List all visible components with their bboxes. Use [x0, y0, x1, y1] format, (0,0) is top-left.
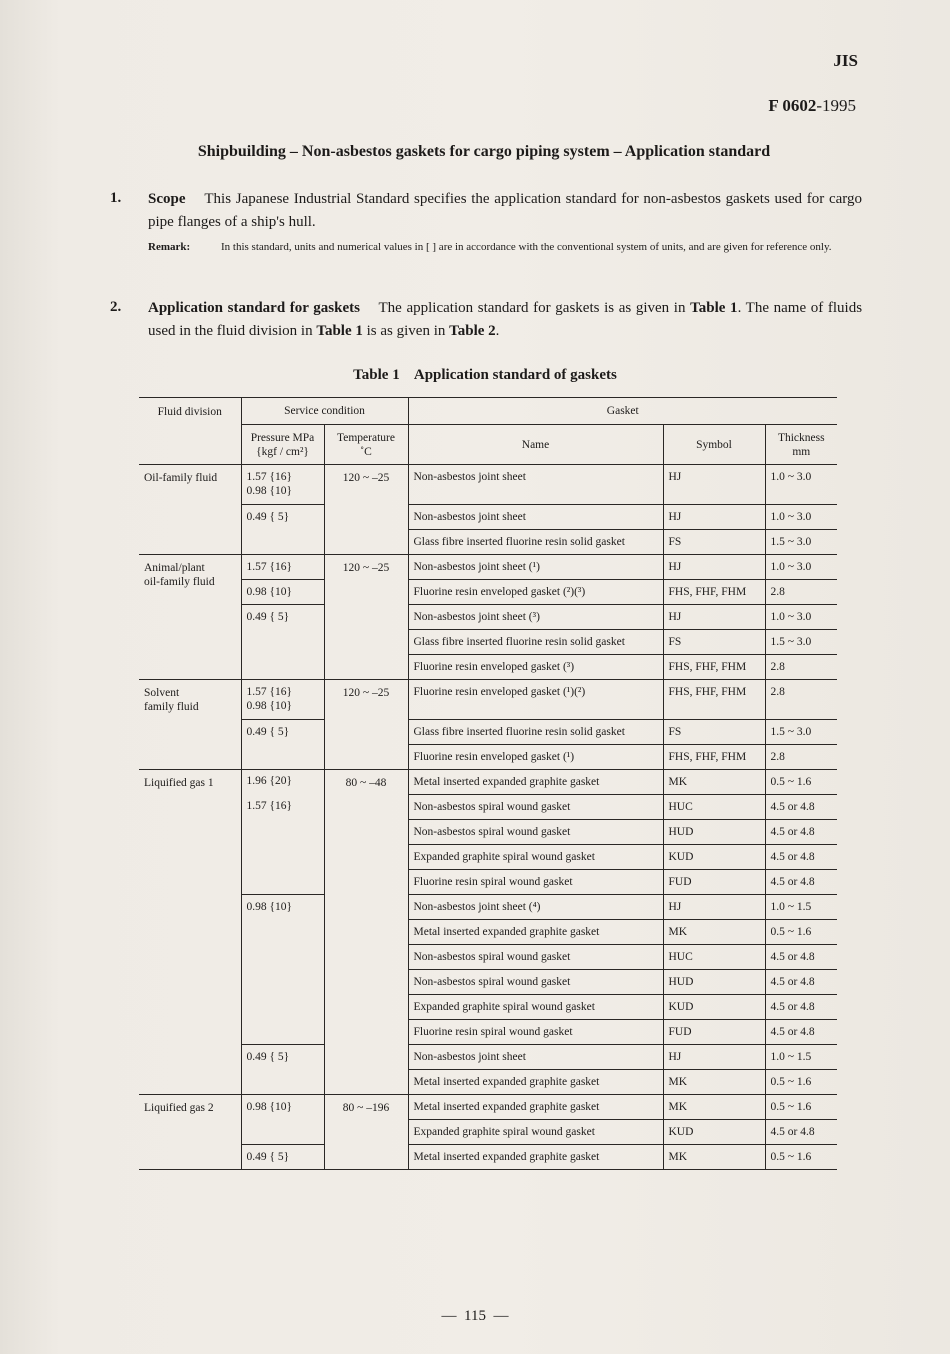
fluid-animal-plant-oil: Animal/plant oil-family fluid: [139, 555, 241, 680]
gasket-name: Non-asbestos spiral wound gasket: [408, 820, 663, 845]
gasket-name: Fluorine resin enveloped gasket (¹): [408, 745, 663, 770]
gasket-name: Non-asbestos joint sheet (¹): [408, 555, 663, 580]
gasket-symbol: FHS, FHF, FHM: [663, 580, 765, 605]
gasket-name: Fluorine resin enveloped gasket (³): [408, 655, 663, 680]
gasket-symbol: HJ: [663, 465, 765, 505]
gasket-thickness: 0.5 ~ 1.6: [765, 1145, 837, 1170]
pressure-cell: 0.49 { 5}: [241, 720, 324, 770]
fluid-oil-family: Oil-family fluid: [139, 465, 241, 555]
gasket-thickness: 4.5 or 4.8: [765, 1020, 837, 1045]
gasket-name: Non-asbestos joint sheet (⁴): [408, 895, 663, 920]
gasket-thickness: 4.5 or 4.8: [765, 970, 837, 995]
gasket-symbol: FS: [663, 630, 765, 655]
temperature-cell: 120 ~ –25: [324, 680, 408, 770]
pressure-cell: 1.57 {16}: [241, 555, 324, 580]
gasket-thickness: 4.5 or 4.8: [765, 870, 837, 895]
gasket-symbol: HJ: [663, 1045, 765, 1070]
gasket-thickness: 4.5 or 4.8: [765, 945, 837, 970]
gasket-symbol: KUD: [663, 845, 765, 870]
gasket-symbol: MK: [663, 1145, 765, 1170]
gasket-name: Fluorine resin enveloped gasket (¹)(²): [408, 680, 663, 720]
header-pressure: Pressure MPa {kgf / cm²}: [241, 425, 324, 465]
gasket-name: Glass fibre inserted fluorine resin solid gasket: [408, 530, 663, 555]
gasket-thickness: 1.5 ~ 3.0: [765, 630, 837, 655]
fluid-liquified-gas-1: Liquified gas 1: [139, 770, 241, 1095]
gasket-symbol: HJ: [663, 605, 765, 630]
gasket-thickness: 2.8: [765, 580, 837, 605]
gasket-name: Non-asbestos spiral wound gasket: [408, 945, 663, 970]
gasket-symbol: KUD: [663, 1120, 765, 1145]
header-service-condition: Service condition: [241, 398, 408, 425]
gasket-name: Non-asbestos joint sheet: [408, 505, 663, 530]
pressure-cell: 0.49 { 5}: [241, 505, 324, 555]
gasket-name: Non-asbestos joint sheet: [408, 465, 663, 505]
table-1-caption: Table 1 Application standard of gaskets: [353, 367, 617, 383]
temperature-cell: 120 ~ –25: [324, 465, 408, 555]
header-standard-number: F 0602-1995: [768, 96, 856, 115]
gasket-name: Non-asbestos spiral wound gasket: [408, 795, 663, 820]
gasket-thickness: 0.5 ~ 1.6: [765, 770, 837, 795]
gasket-name: Expanded graphite spiral wound gasket: [408, 1120, 663, 1145]
gasket-symbol: HUC: [663, 795, 765, 820]
header-fluid-division: Fluid division: [139, 398, 241, 465]
gasket-name: Expanded graphite spiral wound gasket: [408, 845, 663, 870]
gasket-thickness: 1.0 ~ 1.5: [765, 895, 837, 920]
gasket-name: Metal inserted expanded graphite gasket: [408, 770, 663, 795]
gasket-name: Metal inserted expanded graphite gasket: [408, 1095, 663, 1120]
temperature-cell: 80 ~ –48: [324, 770, 408, 1095]
gasket-thickness: 0.5 ~ 1.6: [765, 920, 837, 945]
remark-text: In this standard, units and numerical values in [ ] are in accordance with the conventional system of units, and are given for reference only.: [221, 241, 832, 253]
gasket-symbol: MK: [663, 1095, 765, 1120]
gasket-thickness: 1.0 ~ 1.5: [765, 1045, 837, 1070]
fluid-liquified-gas-2: Liquified gas 2: [139, 1095, 241, 1170]
section-2-application: Application standard for gaskets The application standard for gaskets is as given in Table 1. The name of fluids used in the fluid division in Table 1 is as given in Table 2.: [148, 300, 863, 339]
gasket-symbol: HJ: [663, 895, 765, 920]
gasket-name: Fluorine resin spiral wound gasket: [408, 870, 663, 895]
section-2-number: 2.: [110, 299, 122, 315]
gasket-symbol: HUC: [663, 945, 765, 970]
gasket-thickness: 4.5 or 4.8: [765, 1120, 837, 1145]
gasket-symbol: HUD: [663, 820, 765, 845]
pressure-cell: 0.98 {10}: [241, 895, 324, 1045]
gasket-thickness: 2.8: [765, 680, 837, 720]
gasket-thickness: 1.0 ~ 3.0: [765, 465, 837, 505]
pressure-cell: 0.98 {10}: [241, 1095, 324, 1145]
pressure-cell: 1.57 {16} 0.98 {10}: [241, 680, 324, 720]
page-number: — 115 —: [441, 1308, 509, 1324]
pressure-cell: 0.49 { 5}: [241, 1145, 324, 1170]
gasket-thickness: 4.5 or 4.8: [765, 820, 837, 845]
gasket-symbol: FUD: [663, 870, 765, 895]
gasket-symbol: KUD: [663, 995, 765, 1020]
gasket-thickness: 4.5 or 4.8: [765, 845, 837, 870]
pressure-cell: 0.49 { 5}: [241, 1045, 324, 1095]
gasket-thickness: 1.0 ~ 3.0: [765, 605, 837, 630]
gasket-symbol: MK: [663, 1070, 765, 1095]
gasket-symbol: FUD: [663, 1020, 765, 1045]
section-1-number: 1.: [110, 190, 122, 206]
pressure-cell: 0.49 { 5}: [241, 605, 324, 680]
gasket-application-table: [139, 397, 837, 1170]
gasket-thickness: 1.5 ~ 3.0: [765, 530, 837, 555]
gasket-thickness: 2.8: [765, 745, 837, 770]
gasket-symbol: MK: [663, 920, 765, 945]
header-temperature: Temperature ˚C: [324, 425, 408, 465]
gasket-name: Metal inserted expanded graphite gasket: [408, 920, 663, 945]
gasket-symbol: FHS, FHF, FHM: [663, 745, 765, 770]
gasket-name: Expanded graphite spiral wound gasket: [408, 995, 663, 1020]
gasket-name: Metal inserted expanded graphite gasket: [408, 1070, 663, 1095]
temperature-cell: 120 ~ –25: [324, 555, 408, 680]
gasket-name: Non-asbestos spiral wound gasket: [408, 970, 663, 995]
gasket-symbol: HUD: [663, 970, 765, 995]
gasket-symbol: HJ: [663, 555, 765, 580]
header-org: JIS: [833, 51, 858, 70]
gasket-symbol: FHS, FHF, FHM: [663, 680, 765, 720]
pressure-cell: 1.96 {20} 1.57 {16}: [241, 770, 324, 895]
gasket-symbol: FS: [663, 720, 765, 745]
gasket-name: Non-asbestos joint sheet (³): [408, 605, 663, 630]
gasket-thickness: 4.5 or 4.8: [765, 795, 837, 820]
header-symbol: Symbol: [663, 425, 765, 465]
gasket-name: Glass fibre inserted fluorine resin solid gasket: [408, 630, 663, 655]
gasket-name: Glass fibre inserted fluorine resin solid gasket: [408, 720, 663, 745]
temperature-cell: 80 ~ –196: [324, 1095, 408, 1170]
gasket-thickness: 4.5 or 4.8: [765, 995, 837, 1020]
pressure-cell: 0.98 {10}: [241, 580, 324, 605]
gasket-name: Fluorine resin enveloped gasket (²)(³): [408, 580, 663, 605]
gasket-symbol: MK: [663, 770, 765, 795]
fluid-solvent-family: Solvent family fluid: [139, 680, 241, 770]
gasket-name: Metal inserted expanded graphite gasket: [408, 1145, 663, 1170]
remark-label: Remark:: [148, 241, 191, 253]
gasket-name: Non-asbestos joint sheet: [408, 1045, 663, 1070]
gasket-name: Fluorine resin spiral wound gasket: [408, 1020, 663, 1045]
gasket-thickness: 1.5 ~ 3.0: [765, 720, 837, 745]
pressure-cell: 1.57 {16} 0.98 {10}: [241, 465, 324, 505]
header-thickness: Thickness mm: [765, 425, 837, 465]
gasket-thickness: 2.8: [765, 655, 837, 680]
gasket-symbol: FHS, FHF, FHM: [663, 655, 765, 680]
header-name: Name: [408, 425, 663, 465]
gasket-thickness: 0.5 ~ 1.6: [765, 1095, 837, 1120]
gasket-symbol: HJ: [663, 505, 765, 530]
gasket-symbol: FS: [663, 530, 765, 555]
section-1-scope: Scope This Japanese Industrial Standard specifies the application standard for non-asbestos gaskets used for cargo pipe flanges of a ship's hull.: [148, 191, 862, 230]
document-title: Shipbuilding – Non-asbestos gaskets for cargo piping system – Application standard: [197, 143, 771, 160]
gasket-thickness: 1.0 ~ 3.0: [765, 505, 837, 530]
header-gasket: Gasket: [408, 398, 837, 425]
gasket-thickness: 1.0 ~ 3.0: [765, 555, 837, 580]
gasket-thickness: 0.5 ~ 1.6: [765, 1070, 837, 1095]
